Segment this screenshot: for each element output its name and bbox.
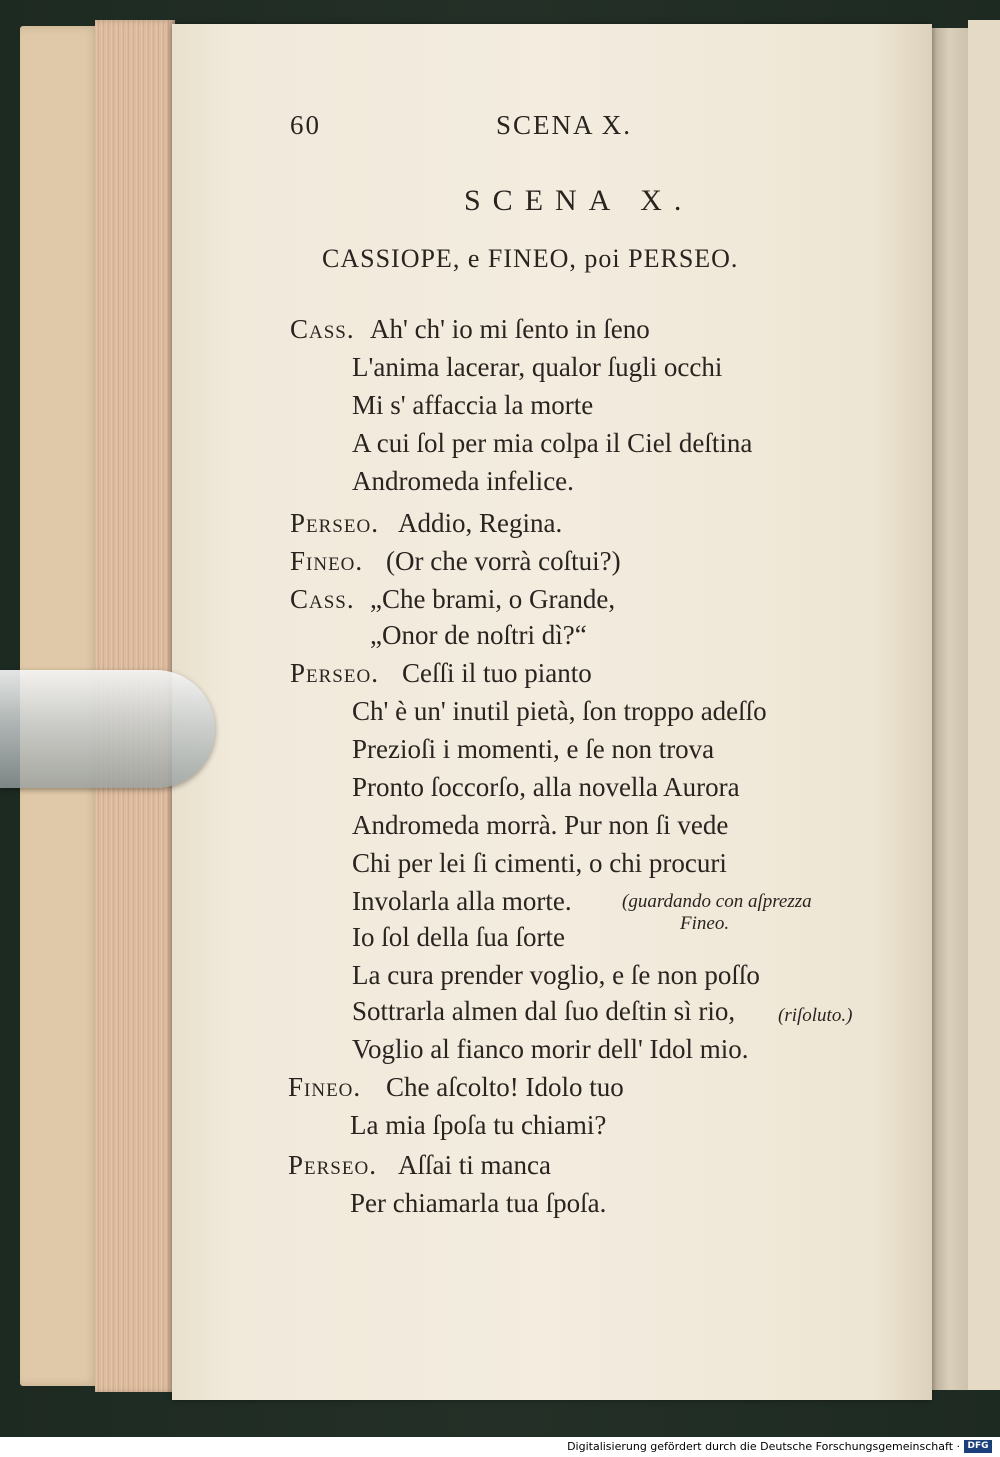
verse-line: „Che brami, o Grande, (370, 584, 616, 614)
verse-line: A cui ſol per mia colpa il Ciel deſtina (352, 428, 753, 458)
speaker-label: Cass. (290, 584, 355, 614)
speaker-label: Fineo. (290, 546, 364, 576)
verse-line: Pronto ſoccorſo, alla novella Aurora (352, 772, 740, 802)
verse-line: La cura prender voglio, e ſe non poſſo (352, 960, 760, 990)
speaker-label: Perseo. (288, 1150, 377, 1180)
character-list: CASSIOPE, e FINEO, poi PERSEO. (322, 244, 739, 273)
verse-line: Per chiamarla tua ſpoſa. (350, 1188, 607, 1218)
speaker-label: Perseo. (290, 508, 379, 538)
running-header: SCENA X. (496, 110, 633, 140)
verse-line: Io ſol della ſua ſorte (352, 922, 565, 952)
speaker-label: Cass. (290, 314, 355, 344)
scene-title: SCENA X. (464, 184, 694, 217)
verse-line: Ceſſi il tuo pianto (402, 658, 592, 688)
verse-line: Chi per lei ſi cimenti, o chi procuri (352, 848, 727, 878)
stage-direction: (riſoluto.) (778, 1005, 853, 1026)
verse-line: Prezioſi i momenti, e ſe non trova (352, 734, 715, 764)
verse-line: La mia ſpoſa tu chiami? (350, 1110, 607, 1140)
verse-line: Che aſcolto! Idolo tuo (386, 1072, 624, 1102)
verse-line: Voglio al fianco morir dell' Idol mio. (352, 1034, 749, 1064)
verse-line: Ah' ch' io mi ſento in ſeno (370, 314, 650, 344)
verse-line: L'anima lacerar, qualor ſugli occhi (352, 352, 723, 382)
stage-direction: Fineo. (680, 913, 730, 934)
verse-line: Andromeda morrà. Pur non ſi vede (352, 810, 729, 840)
footer-bar (0, 1437, 1000, 1457)
stage-direction: (guardando con aſprezza (622, 891, 812, 912)
verse-line: Andromeda infelice. (352, 466, 574, 496)
verse-line: Involarla alla morte. (352, 886, 572, 916)
verse-line: Mi s' affaccia la morte (352, 390, 594, 420)
verse-line: „Onor de noſtri dì?“ (370, 620, 587, 650)
dfg-logo: DFG (964, 1440, 992, 1453)
speaker-label: Perseo. (290, 658, 379, 688)
verse-line: (Or che vorrà coſtui?) (386, 546, 621, 576)
funding-credit: Digitalisierung gefördert durch die Deutsche Forschungsgemeinschaft · (567, 1440, 960, 1453)
verse-line: Addio, Regina. (398, 508, 563, 538)
page-number: 60 (290, 110, 321, 140)
verse-line: Ch' è un' inutil pietà, ſon troppo adeſſo (352, 696, 767, 726)
verse-line: Aſſai ti manca (398, 1150, 551, 1180)
speaker-label: Fineo. (288, 1072, 362, 1102)
verse-line: Sottrarla almen dal ſuo deſtin sì rio, (352, 996, 736, 1026)
